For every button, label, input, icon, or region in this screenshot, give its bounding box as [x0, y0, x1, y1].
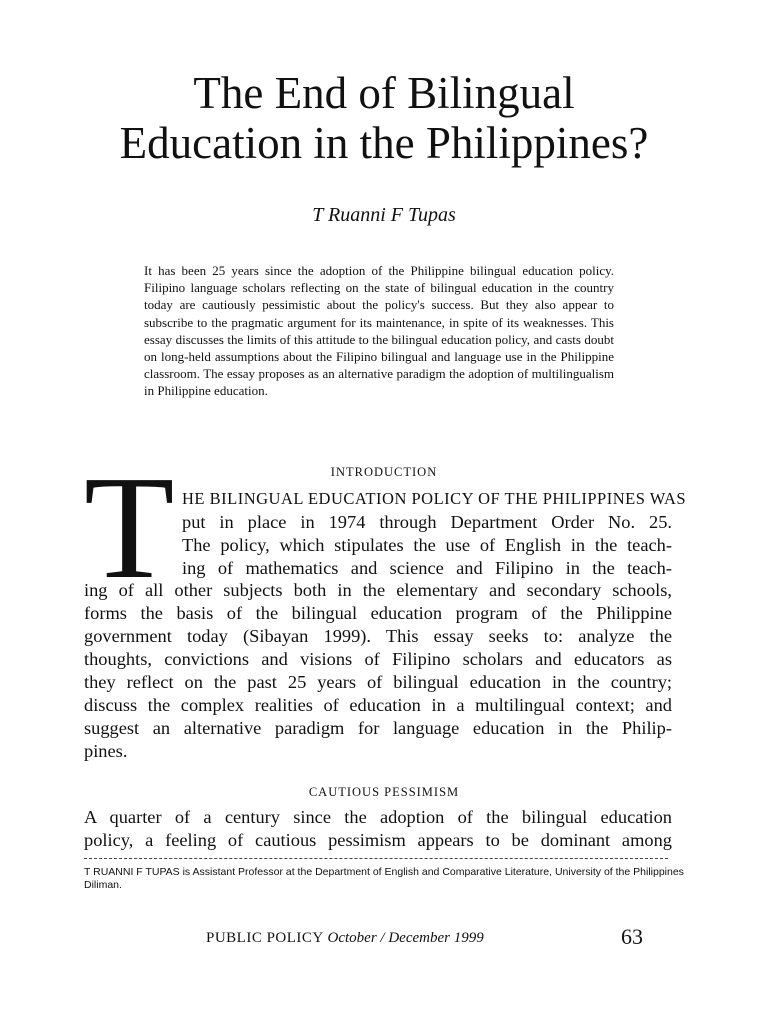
intro-line-11: suggest an alternative paradigm for language education in the Philip- — [84, 718, 672, 738]
intro-line-1: HE BILINGUAL EDUCATION POLICY OF THE PHILIPPINES WAS — [182, 489, 687, 508]
intro-line-4: ing of mathematics and science and Filipino in the teach- — [182, 558, 672, 578]
drop-cap: T — [84, 446, 175, 610]
title-line-2: Education in the Philippines? — [119, 118, 649, 168]
footnote-rule — [84, 858, 668, 859]
intro-line-7: government today (Sibayan 1999). This essay seeks to: analyze the — [84, 626, 672, 646]
intro-line-8: thoughts, convictions and visions of Filipino scholars and educators as — [84, 649, 672, 669]
article-title — [0, 68, 768, 168]
intro-line-3: The policy, which stipulates the use of English in the teach- — [182, 535, 672, 555]
abstract: It has been 25 years since the adoption of the Philippine bilingual education policy. Filipino language scholars reflecting on the state of bilingual education in the country today are cautiously pessimistic about the policy's success. But they also appear to subscribe to the pragmatic argument for its maintenance, in spite of its weaknesses. This essay discusses the limits of this attitude to the bilingual education policy, and casts doubt on long-held assumptions about the Filipino bilingual and language use in the Philippine classroom. The essay proposes as an alternative paradigm the adoption of multilingualism in Philippine education. — [144, 263, 614, 399]
intro-line-5: ing of all other subjects both in the elementary and secondary schools, — [84, 580, 672, 600]
intro-line-10: discuss the complex realities of education in a multilingual context; and — [84, 695, 672, 715]
section-heading-cautious-pessimism: CAUTIOUS PESSIMISM — [308, 785, 460, 799]
pessimism-line-2: policy, a feeling of cautious pessimism appears to be dominant among — [84, 830, 672, 850]
intro-line-2: put in place in 1974 through Department Order No. 25. — [182, 512, 672, 532]
author-footnote: T RUANNI F TUPAS is Assistant Professor at the Department of English and Comparative Literature, University of the Philippines Diliman. — [84, 866, 684, 891]
page-number: 63 — [621, 924, 643, 949]
issue-date: October / December 1999 — [327, 930, 484, 946]
intro-line-6: forms the basis of the bilingual education program of the Philippine — [84, 603, 672, 623]
title-line-1: The End of Bilingual — [193, 68, 575, 118]
running-footer — [206, 930, 484, 947]
pessimism-line-1: A quarter of a century since the adoption of the bilingual education — [84, 807, 672, 827]
intro-line-12: pines. — [84, 741, 128, 761]
section-heading-introduction: INTRODUCTION — [330, 465, 438, 479]
intro-line-9: they reflect on the past 25 years of bilingual education in the country; — [84, 672, 672, 692]
journal-name: PUBLIC POLICY — [206, 930, 324, 946]
author-byline: T Ruanni F Tupas — [312, 204, 456, 226]
